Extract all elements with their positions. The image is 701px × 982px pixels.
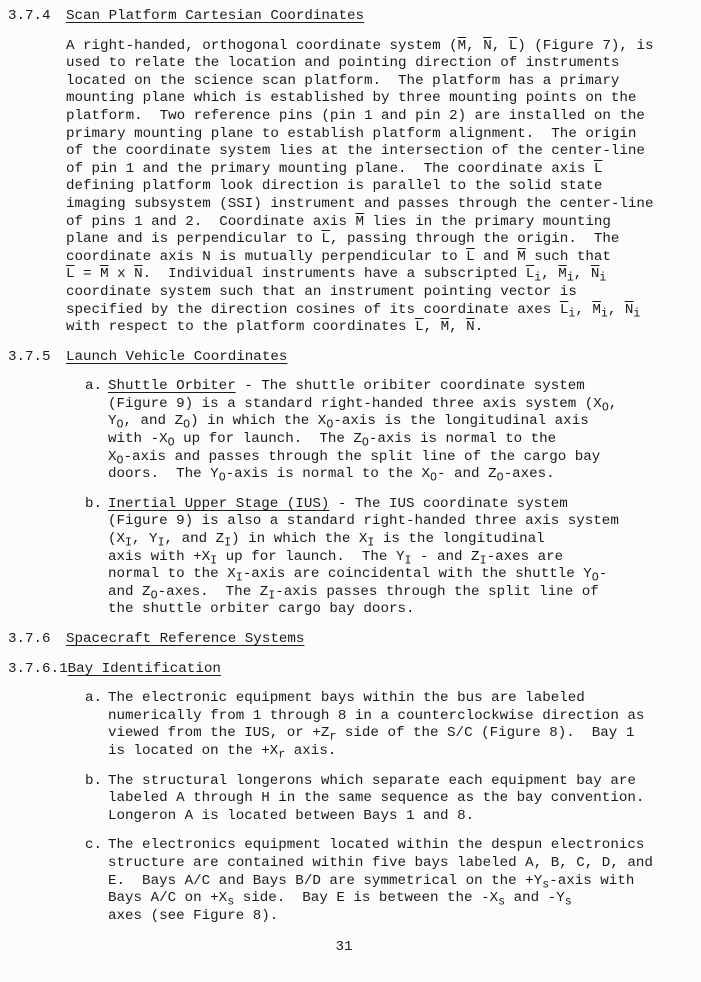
text-line: plane and is perpendicular to $\overline{L}$, passing through the origin. The (66, 231, 620, 248)
section-number: 3.7.4 (8, 8, 51, 24)
list-item-label: c. (85, 837, 103, 854)
list-item-text (108, 496, 701, 619)
section-number: 3.7.6.1 (8, 660, 68, 677)
section-title: Bay Identification (67, 660, 221, 677)
text-line: and $Z_O$-axes. The $Z_I$-axis passes through the split line of (108, 583, 599, 603)
text-line: Inertial Upper Stage (IUS) - The IUS coordinate system (108, 495, 568, 512)
text-line: Bays A/C on $+X_s$ side. Bay E is between the $-X_s$ and $-Y_s$ (108, 890, 572, 909)
text-line: coordinate axis N is mutually perpendicular to $\overline{L}$ and $\overline{M}$ such that (66, 248, 611, 265)
list-item-b (85, 773, 701, 826)
text-line: labeled A through H in the same sequence as the bay convention. (108, 790, 645, 807)
text-line: The electronic equipment bays within the bus are labeled (108, 690, 585, 707)
text-line: $Y_O$, and $Z_O$) in which the $X_O$-axis is the longitudinal axis (108, 413, 589, 433)
list-item-b (85, 496, 701, 619)
list-item-label: a. (85, 690, 103, 707)
list-item-label: a. (85, 378, 103, 395)
section-number: 3.7.5 (8, 348, 51, 365)
section-title: Spacecraft Reference Systems (66, 631, 305, 647)
list-item-text (108, 773, 701, 826)
text-line: numerically from 1 through 8 in a counterclockwise direction as (108, 707, 645, 724)
text-line: with $-X_O$ up for launch. The $Z_O$-axis is normal to the (108, 431, 557, 450)
text-line: E. Bays A/C and Bays B/D are symmetrical on the $+Y_s$-axis with (108, 872, 635, 892)
text-line: coordinate system such that an instrument pointing vector is (66, 283, 577, 300)
text-line: $X_O$-axis and passes through the split line of the cargo bay (108, 448, 601, 468)
text-line: of the coordinate system lies at the intersection of the center-line (66, 143, 645, 160)
text-line: of pins 1 and 2. Coordinate axis $\overline{M}$ lies in the primary mounting (66, 213, 611, 230)
section-number: 3.7.6 (8, 631, 51, 647)
text-line: A right-handed, orthogonal coordinate system ($\overline{M}$, $\overline{N}$, $\overline{L}$) (Figure 7), is (66, 37, 654, 54)
text-line: doors. The $Y_O$-axis is normal to the $X_O-$ and $Z_O$-axes. (108, 466, 555, 485)
list-item-text (108, 690, 701, 760)
text-line: Longeron A is located between Bays 1 and 8. (108, 807, 475, 824)
list-item-c (85, 837, 701, 925)
page-number: 31 (335, 939, 353, 956)
list-item-text (108, 378, 701, 484)
text-line: Shuttle Orbiter - The shuttle oribiter coordinate system (108, 378, 585, 395)
text-line: The electronics equipment located within the despun electronics (108, 837, 645, 854)
section-heading-3-7-4 (8, 8, 701, 26)
text-line: viewed from the IUS, or $+Z_r$ side of the S/C (Figure 8). Bay 1 (108, 725, 635, 745)
text-line: (Figure 9) is also a standard right-handed three axis system (108, 513, 619, 530)
list-item-label: b. (85, 772, 103, 789)
text-line: axis with $+X_I$ up for launch. The $Y_I$ - and $Z_I$-axes are (108, 548, 564, 568)
text-line: located on the science scan platform. The platform has a primary (66, 72, 620, 89)
section-title: Launch Vehicle Coordinates (66, 348, 288, 365)
text-line: specified by the direction cosines of its coordinate axes $\overline{L}_i$, $\overline{M}_i$, $\overline{N}_i$ (66, 301, 641, 321)
list-item-label: b. (85, 495, 103, 512)
text-line: defining platform look direction is parallel to the solid state (66, 178, 603, 195)
text-line: mounting plane which is established by three mounting points on the (66, 90, 637, 107)
text-line: with respect to the platform coordinates $\overline{L}$, $\overline{M}$, $\overline{N}$. (66, 319, 484, 336)
section-heading-3-7-6-1 (8, 661, 701, 679)
text-line: (Figure 9) is a standard right-handed three axis system ($X_O$, (108, 395, 618, 415)
text-line: The structural longerons which separate each equipment bay are (108, 772, 636, 789)
text-line: the shuttle orbiter cargo bay doors. (108, 601, 415, 618)
section-title: Scan Platform Cartesian Coordinates (66, 8, 364, 24)
text-line: ($X_I$, $Y_I$, and $Z_I$) in which the $X_I$ is the longitudinal (108, 531, 545, 550)
text-line: axes (see Figure 8). (108, 907, 279, 924)
text-line: platform. Two reference pins (pin 1 and pin 2) are installed on the (66, 107, 645, 124)
text-line: normal to the $X_I$-axis are coincidental with the shuttle $Y_O-$ (108, 566, 608, 585)
text-line: $\overline{L} = \overline{M}$ x $\overline{N}$. Individual instruments have a subscripted $\overline{L}_i$, $\overline{M}_i$, $\overline{N}_i$ (66, 266, 607, 286)
text-line: structure are contained within five bays labeled A, B, C, D, and (108, 854, 653, 871)
text-line: is located on the $+X_r$ axis. (108, 742, 337, 762)
list-item-a (85, 378, 701, 484)
text-line: used to relate the location and pointing direction of instruments (66, 55, 620, 72)
text-line: primary mounting plane to establish platform alignment. The origin (66, 125, 637, 142)
text-line: imaging subsystem (SSI) instrument and passes through the center-line (66, 195, 654, 212)
section-heading-3-7-6 (8, 631, 701, 649)
section-3-7-4-paragraph (66, 38, 701, 337)
list-item-a (85, 690, 701, 760)
list-item-text (108, 837, 701, 925)
text-line: of pin 1 and the primary mounting plane. The coordinate axis $\overline{L}$ (66, 160, 603, 177)
section-heading-3-7-5 (8, 349, 701, 367)
